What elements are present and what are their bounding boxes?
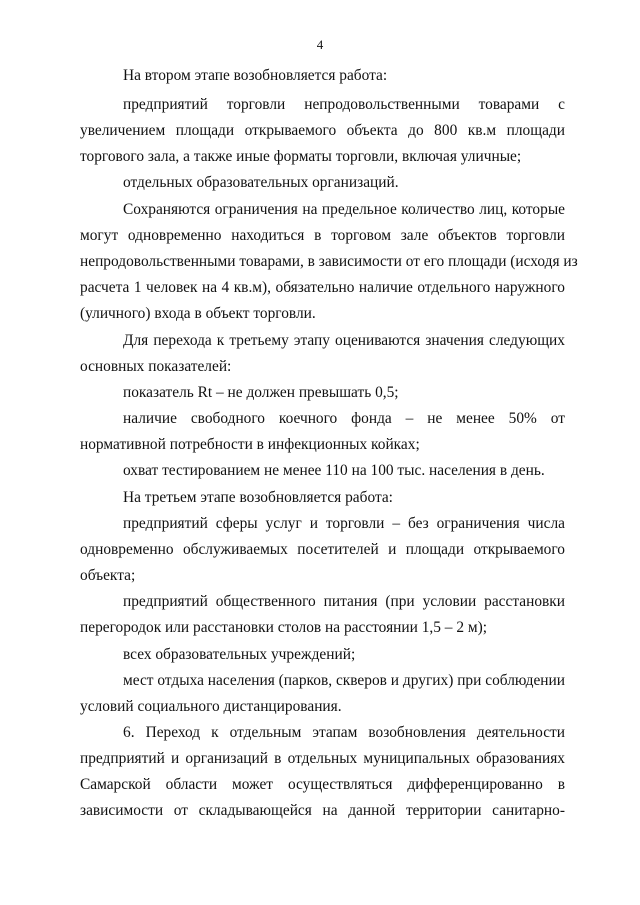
text-line: основных показателей: — [80, 358, 232, 375]
text-line: нормативной потребности в инфекционных койках; — [80, 436, 420, 453]
text-line: увеличением площади открываемого объекта до 800 кв.м площади — [80, 122, 565, 139]
text-line: расчета 1 человек на 4 кв.м), обязательно наличие отдельного наружного — [80, 279, 565, 296]
text-line: показатель Rt – не должен превышать 0,5; — [123, 384, 399, 401]
text-line: могут одновременно находиться в торговом зале объектов торговли — [80, 227, 565, 244]
text-line: предприятий торговли непродовольственными товарами с — [123, 96, 565, 113]
text-line: Самарской области может осуществляться дифференцированно в — [80, 776, 565, 793]
text-line: (уличного) входа в объект торговли. — [80, 305, 316, 322]
text-line: Для перехода к третьему этапу оцениваются значения следующих — [123, 332, 565, 349]
text-line: предприятий и организаций в отдельных муниципальных образованиях — [80, 750, 565, 767]
text-line: торгового зала, а также иные форматы торговли, включая уличные; — [80, 148, 522, 165]
text-line: одновременно обслуживаемых посетителей и площади открываемого — [80, 541, 565, 558]
text-line: непродовольственными товарами, в зависимости от его площади (исходя из — [80, 253, 578, 270]
text-line: Сохраняются ограничения на предельное количество лиц, которые — [123, 201, 565, 218]
text-line: зависимости от складывающейся на данной территории санитарно- — [80, 802, 565, 819]
text-line: условий социального дистанцирования. — [80, 698, 342, 715]
text-line: отдельных образовательных организаций. — [123, 174, 399, 191]
text-line: объекта; — [80, 567, 136, 584]
text-line: На третьем этапе возобновляется работа: — [123, 489, 393, 506]
text-line: охват тестированием не менее 110 на 100 тыс. населения в день. — [123, 462, 545, 479]
page-number: 4 — [316, 37, 324, 52]
text-line: 6. Переход к отдельным этапам возобновления деятельности — [123, 724, 565, 741]
text-line: всех образовательных учреждений; — [123, 646, 356, 663]
text-line: мест отдыха населения (парков, скверов и других) при соблюдении — [123, 672, 565, 689]
text-line: перегородок или расстановки столов на расстоянии 1,5 – 2 м); — [80, 619, 488, 636]
text-line: предприятий общественного питания (при условии расстановки — [123, 593, 565, 610]
text-line: На втором этапе возобновляется работа: — [123, 67, 388, 84]
text-line: предприятий сферы услуг и торговли – без ограничения числа — [123, 515, 565, 532]
text-line: наличие свободного коечного фонда – не менее 50% от — [123, 410, 565, 427]
